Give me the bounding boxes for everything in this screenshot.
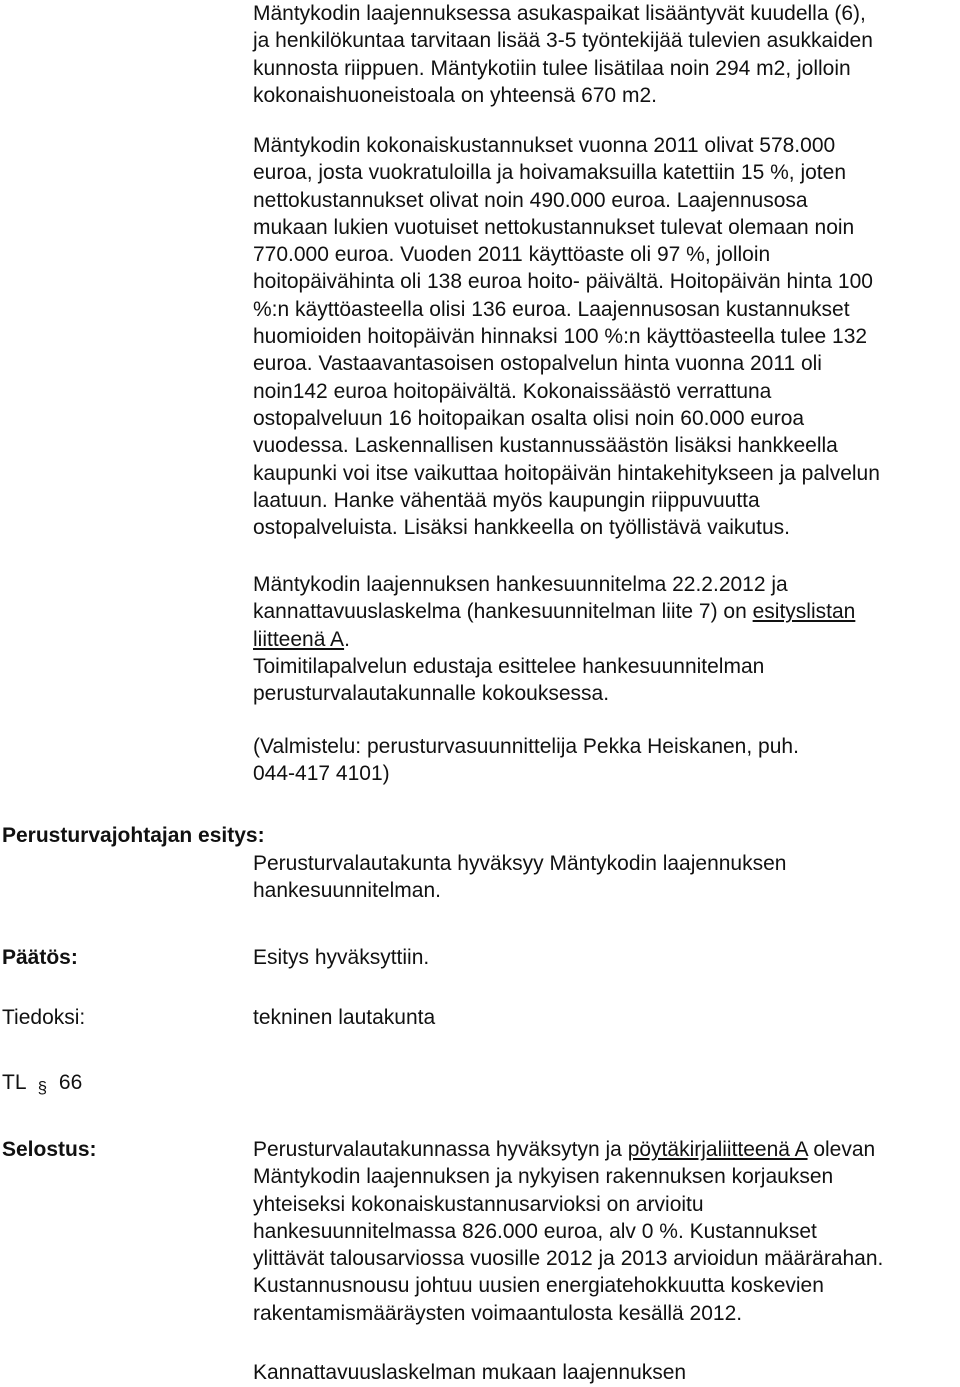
intro-paragraph <box>253 0 953 109</box>
text-line: ostopalveluun 16 hoitopaikan osalta olisi noin 60.000 euroa <box>253 406 805 430</box>
attachment-link[interactable]: esityslistan <box>752 600 856 624</box>
section-heading <box>2 1069 82 1101</box>
section-number: 66 <box>58 1071 83 1094</box>
text-line: Kannattavuuslaskelman mukaan laajennuksen <box>253 1361 687 1384</box>
text-line: vuodessa. Laskennallisen kustannussäästön lisäksi hankkeella <box>253 434 838 458</box>
text-segment: . <box>344 627 350 651</box>
text-line: noin142 euroa hoitopäivältä. Kokonaissäästö verrattuna <box>253 379 772 403</box>
info-text <box>253 1004 953 1031</box>
text-line: perusturvalautakunnalle kokouksessa. <box>253 682 610 706</box>
text-line: Toimitilapalvelun edustaja esittelee hankesuunnitelman <box>253 654 765 678</box>
explanation-label: Selostus: <box>2 1138 97 1161</box>
proposal-text <box>253 850 953 905</box>
text-line <box>253 626 953 653</box>
text-line <box>253 598 953 625</box>
plan-paragraph <box>253 571 953 707</box>
text-line: euroa. Vastaavantasoisen ostopalvelun hinta vuonna 2011 oli <box>253 352 822 376</box>
text-line: kokonaishuoneistoala on yhteensä 670 m2. <box>253 83 657 107</box>
section-symbol: § <box>37 1078 48 1097</box>
decision-label: Päätös: <box>2 946 78 969</box>
text-line: hoitopäivähinta oli 138 euroa hoito- päivältä. Hoitopäivän hinta 100 <box>253 270 873 294</box>
text-line: rakentamismääräysten voimaantulosta kesällä 2012. <box>253 1301 743 1325</box>
text-line: (Valmistelu: perusturvasuunnittelija Pekka Heiskanen, puh. <box>253 735 799 758</box>
preparer-note <box>253 733 953 788</box>
info-label: Tiedoksi: <box>2 1006 86 1029</box>
text-line: %:n käyttöasteella olisi 136 euroa. Laajennusosan kustannukset <box>253 297 850 321</box>
text-line: Esitys hyväksyttiin. <box>253 946 430 969</box>
text-line: Mäntykodin laajennuksen ja nykyisen rakennuksen korjauksen <box>253 1165 834 1189</box>
minutes-attachment-link[interactable]: pöytäkirjaliitteenä A <box>627 1138 808 1161</box>
text-line: ostopalveluista. Lisäksi hankkeella on työllistävä vaikutus. <box>253 516 790 540</box>
text-line: ylittävät talousarviossa vuosille 2012 ja 2013 arvioidun määrärahan. <box>253 1247 884 1271</box>
text-line: huomioiden hoitopäivän hinnaksi 100 %:n käyttöasteella tulee 132 <box>253 325 868 349</box>
text-line: euroa, josta vuokratuloilla ja hoivamaksuilla katettiin 15 %, joten <box>253 161 846 185</box>
decision-text <box>253 944 953 971</box>
proposal-label: Perusturvajohtajan esitys: <box>2 824 265 847</box>
closing-paragraph <box>253 1359 953 1386</box>
text-line: Perusturvalautakunta hyväksyy Mäntykodin laajennuksen <box>253 852 787 875</box>
text-line: kunnosta riippuen. Mäntykotiin tulee lisätilaa noin 294 m2, jolloin <box>253 56 851 80</box>
text-line: nettokustannukset olivat noin 490.000 euroa. Laajennusosa <box>253 188 808 212</box>
text-line <box>253 1136 953 1163</box>
text-line: hankesuunnitelmassa 826.000 euroa, alv 0 %. Kustannukset <box>253 1219 817 1243</box>
text-line: tekninen lautakunta <box>253 1006 436 1029</box>
section-prefix: TL <box>2 1071 26 1094</box>
text-line: Mäntykodin kokonaiskustannukset vuonna 2011 olivat 578.000 <box>253 134 836 157</box>
text-line: 770.000 euroa. Vuoden 2011 käyttöaste oli 97 %, jolloin <box>253 243 771 267</box>
explanation-text <box>253 1136 953 1327</box>
text-line: mukaan lukien vuotuiset nettokustannukset tulevat olemaan noin <box>253 215 855 239</box>
costs-paragraph <box>253 132 953 541</box>
text-line: Kustannusnousu johtuu uusien energiatehokkuutta koskevien <box>253 1274 824 1298</box>
text-line: hankesuunnitelman. <box>253 879 441 903</box>
text-line: laatuun. Hanke vähentää myös kaupungin riippuvuutta <box>253 488 760 512</box>
text-line: 044-417 4101) <box>253 762 390 786</box>
text-line: kaupunki voi itse vaikuttaa hoitopäivän hintakehitykseen ja palvelun <box>253 461 880 485</box>
text-line: yhteiseksi kokonaiskustannusarvioksi on arvioitu <box>253 1192 704 1216</box>
text-segment: kannattavuuslaskelma (hankesuunnitelman liite 7) on <box>253 600 753 624</box>
text-line: Mäntykodin laajennuksessa asukaspaikat lisääntyvät kuudella (6), <box>253 2 866 25</box>
attachment-link-continued[interactable]: liitteenä A <box>253 627 345 651</box>
text-line: ja henkilökuntaa tarvitaan lisää 3-5 työntekijää tulevien asukkaiden <box>253 29 873 53</box>
text-line: Mäntykodin laajennuksen hankesuunnitelma 22.2.2012 ja <box>253 573 788 596</box>
text-segment: olevan <box>807 1138 876 1161</box>
text-segment: Perusturvalautakunnassa hyväksytyn ja <box>253 1138 628 1161</box>
